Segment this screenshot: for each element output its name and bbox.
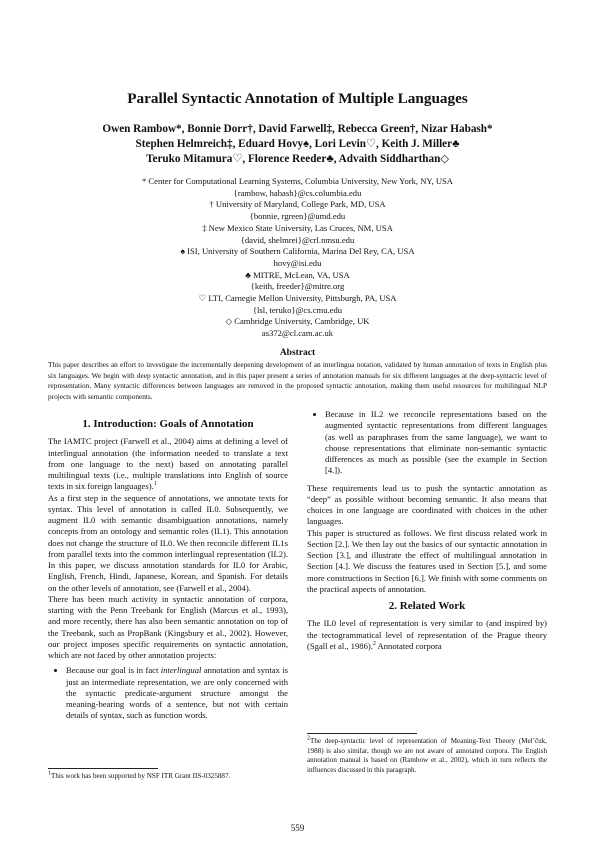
list-item: • Because in IL2 we reconcile representations based on the augmented syntactic representations from different languages (as well as paraphrases from the same language), we want to choose representations that eliminate non-semantic syntactic differences as much as possible (see the example in Section [4.]). xyxy=(325,409,547,477)
author-list xyxy=(40,122,555,166)
paper-title: Parallel Syntactic Annotation of Multiple Languages xyxy=(127,90,468,107)
email-line: {bonnie, rgreen}@umd.edu xyxy=(249,211,346,222)
list-item-text: Because our goal is in fact xyxy=(66,665,161,676)
list-item-text: annotation and syntax is just an intermediate representation, we are only concerned with the syntactic predicate-argument structure amongst the meaning-bearing words of a sentence, but not with certain details of syntax, such as function words. xyxy=(66,665,288,721)
requirements-list xyxy=(48,665,288,721)
page-number: 559 xyxy=(290,823,305,833)
email-line: hovy@isi.edu xyxy=(273,257,322,268)
email-line: {keith, freeder}@mitre.org xyxy=(250,281,345,292)
footnote-rule xyxy=(307,733,417,734)
affiliation-line: ♠ ISI, University of Southern California, Marina Del Rey, CA, USA xyxy=(180,246,415,257)
paragraph: This paper is structured as follows. We first discuss related work in Section [2.]. We then lay out the basics of our syntactic annotation in Section [3.], and illustrate the effect of multilingual annotation in Section [4.]. We discuss the features used in Section [5.], and some more constructions in Section [6.]. We finish with some comments on the practical aspects of annotation. xyxy=(307,527,547,594)
affiliation-line: * Center for Computational Learning Systems, Columbia University, New York, NY, USA xyxy=(141,176,454,186)
footnote-ref: 2 xyxy=(372,640,376,647)
email-line: as372@cl.cam.ac.uk xyxy=(261,328,334,339)
paragraph-text: The IAMTC project (Farwell et al., 2004) aims at defining a level of interlingual annotation (the information needed to translate a text from one language to the next) based on annotating parallel multilingual texts (i.e., multiple translations into English of source texts in six foreign languages). xyxy=(48,436,288,492)
paragraph-text: The IL0 level of representation is very similar to (and inspired by) the tectogrammatical level of representation of the Prague theory (Sgall et al., 1986). xyxy=(307,618,547,651)
abstract-text: This paper describes an effort to investigate the incrementally deepening development of an interlingua notation, validated by human annotation of texts in English plus six languages. We begin with deep syntactic annotation, and in this paper present a series of annotation manuals for six different languages at the deep-syntactic level of representation. Many syntactic differences between languages are removed in the proposed syntactic annotation, making them useful resources for multilingual NLP projects with semantic components. xyxy=(48,360,547,401)
left-column xyxy=(48,415,288,728)
footnote-rule xyxy=(48,768,158,769)
affiliation-line: ◇ Cambridge University, Cambridge, UK xyxy=(225,316,370,327)
affiliation-list xyxy=(40,176,555,340)
affiliation-line: ♡ LTI, Carnegie Mellon University, Pittsburgh, PA, USA xyxy=(198,293,397,304)
footnote-text: The deep-syntactic level of representation of Meaning-Text Theory (Mel’čuk, 1988) is also similar, though we are not aware of annotated corpora. The English annotation manual is based on (Rambow et al., 2002), which in turn reflects the influences discussed in this paragraph. xyxy=(307,737,547,774)
affiliation-line: ‡ New Mexico State University, Las Cruces, NM, USA xyxy=(202,222,393,233)
paragraph xyxy=(307,618,547,652)
email-line: {rambow, habash}@cs.columbia.edu xyxy=(233,187,362,198)
emphasis-text: interlingual xyxy=(160,665,202,676)
paragraph: There has been much activity in syntactic annotation of corpora, starting with the Penn Treebank for English (Marcus et al., 1993), and more recently, there has also been semantic annotation on top of the Treebank, such as PropBank (Kingsbury et al., 2002). However, our project imposes specific requirements on syntactic annotation, which are not faced by other annotation projects: xyxy=(48,593,288,660)
email-line: {david, shelmrei}@crl.nmsu.edu xyxy=(240,234,355,245)
affiliation-line: ♣ MITRE, McLean, VA, USA xyxy=(245,269,350,280)
email-line: {lsl, teruko}@cs.cmu.edu xyxy=(252,304,343,315)
author-line: Stephen Helmreich‡, Eduard Hovy♠, Lori Levin♡, Keith J. Miller♣ xyxy=(135,137,460,150)
paragraph: These requirements lead us to push the syntactic annotation as “deep” as possible without becoming semantic. It also means that choices in one language are coordinated with choices in the other languages. xyxy=(307,482,547,527)
abstract-heading: Abstract xyxy=(279,348,316,358)
footnote-mark: 2 xyxy=(307,735,310,742)
footnote-text: This work has been supported by NSF ITR Grant IIS-0325887. xyxy=(51,772,231,780)
requirements-list-continued xyxy=(307,409,547,477)
section-heading: 1. Introduction: Goals of Annotation xyxy=(82,418,254,430)
paragraph-text: Annotated corpora xyxy=(375,640,442,651)
paragraph: As a first step in the sequence of annotations, we annotate texts for syntax. This level of annotation is called IL0. Subsequently, we augment IL0 with semantic disambiguation annotations, namely concepts from an ontology and semantic roles (IL1). This annotation does not change the structure of IL0. We then reconcile different IL1s from parallel texts into the common interlingual representation (IL2). In this paper, we discuss annotation standards for IL0 for Arabic, English, French, Hindi, Japanese, Korean, and Spanish. For details on the other levels of annotation, see (Farwell et al., 2004). xyxy=(48,492,288,593)
paragraph xyxy=(48,436,288,492)
footnote-ref: 1 xyxy=(153,481,157,488)
footnote xyxy=(307,737,547,775)
section-heading: 2. Related Work xyxy=(388,600,466,612)
author-line: Teruko Mitamura♡, Florence Reeder♣, Advaith Siddharthan◇ xyxy=(146,152,449,165)
right-column xyxy=(307,409,547,652)
author-line: Owen Rambow*, Bonnie Dorr†, David Farwell‡, Rebecca Green†, Nizar Habash* xyxy=(102,123,493,135)
list-item xyxy=(66,665,288,721)
footnote xyxy=(48,772,288,782)
footnote-mark: 1 xyxy=(48,770,51,777)
affiliation-line: † University of Maryland, College Park, MD, USA xyxy=(209,199,386,210)
